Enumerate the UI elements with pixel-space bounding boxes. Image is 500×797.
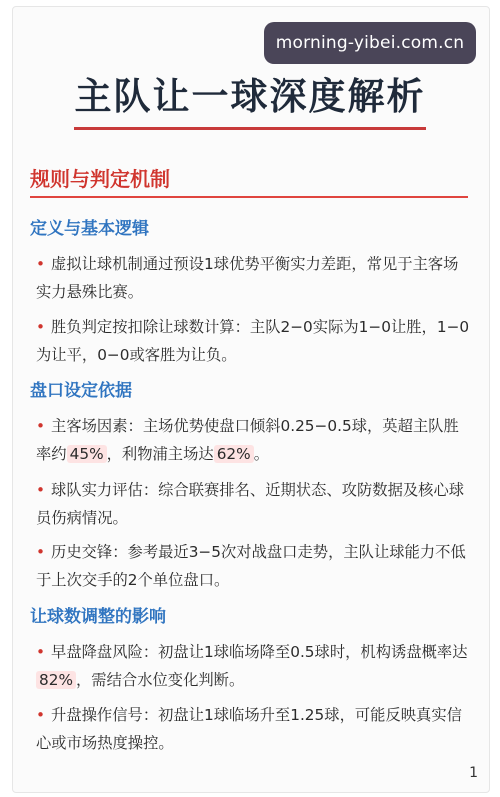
list-item-text: 升盘操作信号：初盘让1球临场升至1.25球，可能反映真实信心或市场热度操控。 (36, 706, 462, 752)
subsection-heading-adjustment: 让球数调整的影响 (30, 607, 166, 627)
list-item-text: ，利物浦主场达 (106, 445, 214, 463)
list-item-text: 虚拟让球机制通过预设1球优势平衡实力差距，常见于主客场实力悬殊比赛。 (36, 255, 459, 301)
list-item-text: 球队实力评估：综合联赛排名、近期状态、攻防数据及核心球员伤病情况。 (36, 481, 465, 527)
section-heading: 规则与判定机制 (30, 167, 170, 191)
page-title: 主队让一球深度解析 (74, 75, 426, 118)
bullet-icon: • (36, 543, 46, 561)
section-divider (30, 196, 468, 198)
watermark-badge: morning-yibei.com.cn (264, 22, 476, 64)
highlight-value: 82% (36, 671, 76, 689)
list-item-text: 早盘降盘风险：初盘让1球临场降至0.5球时，机构诱盘概率达 (51, 643, 468, 661)
bullet-icon: • (36, 481, 46, 499)
highlight-value: 45% (67, 445, 107, 463)
bullet-icon: • (36, 417, 46, 435)
subsection-heading-definition: 定义与基本逻辑 (30, 219, 149, 239)
list-item (36, 638, 472, 694)
list-item-text: 主客场因素：主场优势使盘口倾斜0.25−0.5球，英超主队胜率约 (36, 417, 459, 463)
highlight-value: 62% (214, 445, 254, 463)
bullet-icon: • (36, 255, 46, 273)
bullet-icon: • (36, 643, 46, 661)
list-item (36, 250, 472, 306)
page-number: 1 (469, 765, 478, 781)
list-item (36, 412, 472, 468)
list-item-text: ，需结合水位变化判断。 (76, 671, 245, 689)
title-divider (74, 127, 426, 130)
list-item-text: 历史交锋：参考最近3−5次对战盘口走势，主队让球能力不低于上次交手的2个单位盘口。 (36, 543, 466, 589)
list-item (36, 538, 472, 594)
list-item (36, 476, 472, 532)
bullet-icon: • (36, 706, 46, 724)
list-item-text: 。 (253, 445, 270, 463)
list-item (36, 313, 472, 369)
list-item-text: 胜负判定按扣除让球数计算：主队2−0实际为1−0让胜，1−0为让平，0−0或客胜为让负。 (36, 318, 470, 364)
subsection-heading-line-basis: 盘口设定依据 (30, 381, 132, 401)
list-item (36, 701, 472, 757)
bullet-icon: • (36, 318, 46, 336)
